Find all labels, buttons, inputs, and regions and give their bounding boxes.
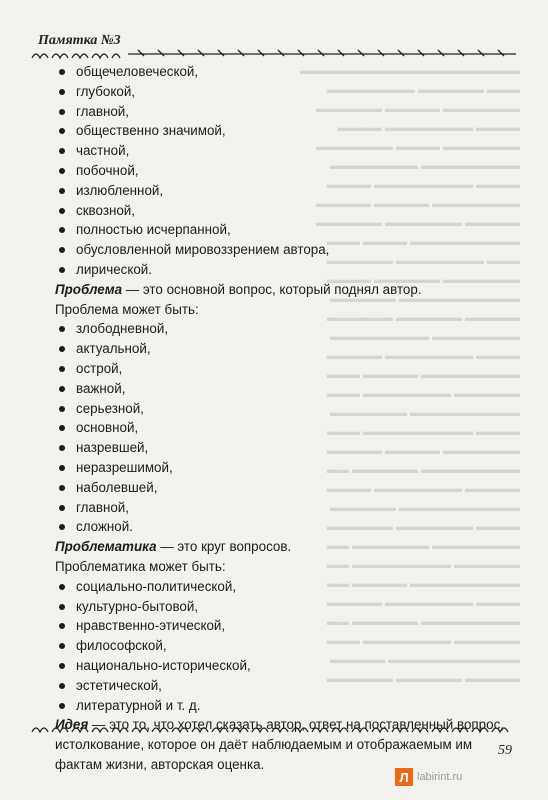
- labirint-watermark: [395, 768, 462, 786]
- list-item: неразрешимой,: [55, 458, 520, 478]
- top-ornament-divider: [28, 46, 516, 62]
- problematics-definition: [55, 537, 520, 557]
- page-number: 59: [498, 743, 512, 758]
- list-item: нравственно-этической,: [55, 616, 520, 636]
- problematics-definition-text: — это круг вопросов.: [156, 539, 292, 555]
- problematics-term: Проблематика: [55, 539, 157, 555]
- list-item: наболевшей,: [55, 478, 520, 498]
- list-item: сквозной,: [55, 201, 520, 221]
- problem-intro: Проблема может быть:: [55, 301, 199, 317]
- list-item: общественно значимой,: [55, 121, 520, 141]
- labirint-logo-icon: Л: [395, 768, 413, 786]
- idea-definition-text: — это то, что хотел сказать автор, ответ на поставленный вопрос, истолкование, которое он даёт наблюдаемым и отображаемым им фактам жизни, авторская оценка.: [55, 717, 504, 772]
- list-item: полностью исчерпанной,: [55, 220, 520, 240]
- page-content: [55, 62, 520, 775]
- idea-term: Идея: [55, 717, 89, 733]
- list-item: культурно-бытовой,: [55, 597, 520, 617]
- qualities-list: [55, 62, 520, 280]
- list-item: злободневной,: [55, 319, 520, 339]
- watermark-site: labirint.ru: [417, 771, 463, 783]
- list-item: излюбленной,: [55, 181, 520, 201]
- problem-kinds-list: [55, 319, 520, 537]
- list-item: философской,: [55, 636, 520, 656]
- list-item: национально-исторической,: [55, 656, 520, 676]
- list-item: побочной,: [55, 161, 520, 181]
- list-item: главной,: [55, 102, 520, 122]
- list-item: основной,: [55, 418, 520, 438]
- list-item: назревшей,: [55, 438, 520, 458]
- list-item: главной,: [55, 498, 520, 518]
- problematics-intro: Проблематика может быть:: [55, 558, 226, 574]
- list-item: глубокой,: [55, 82, 520, 102]
- list-item: актуальной,: [55, 339, 520, 359]
- problem-term: Проблема: [55, 281, 123, 297]
- problem-definition: [55, 280, 520, 300]
- list-item: эстетической,: [55, 676, 520, 696]
- problem-definition-text: — это основной вопрос, который поднял автор.: [122, 281, 422, 297]
- list-item: сложной.: [55, 517, 520, 537]
- list-item: общечеловеческой,: [55, 62, 520, 82]
- list-item: лирической.: [55, 260, 520, 280]
- list-item: важной,: [55, 379, 520, 399]
- list-item: обусловленной мировоззрением автора,: [55, 240, 520, 260]
- bottom-ornament-divider: [28, 720, 516, 736]
- bleed-through-text: ▬▬▬▬▬▬▬▬▬▬▬▬▬▬▬▬▬▬▬▬ ▬▬▬ ▬▬▬▬▬▬ ▬▬▬▬▬▬▬▬ ▬▬▬▬▬▬▬ ▬▬▬▬▬ ▬▬▬▬▬▬ ▬▬▬▬ ▬▬▬▬▬▬▬▬ ▬▬▬▬ ▬▬▬▬▬▬▬ ▬▬▬▬ ▬▬▬▬▬▬▬ ▬▬▬▬▬▬▬▬▬ ▬▬▬▬▬▬▬▬ ▬▬▬▬ ▬▬▬▬▬▬▬▬▬ ▬▬▬▬ ▬▬▬▬▬▬▬▬ ▬▬▬▬▬ ▬▬▬▬▬ ▬▬▬▬▬ ▬▬▬▬▬▬▬ ▬▬▬▬▬▬ ▬▬▬▬▬▬▬▬▬▬ ▬▬▬▬ ▬▬▬ ▬▬▬ ▬▬▬▬▬▬▬▬ ▬▬▬▬▬▬ ▬▬▬▬▬▬▬ ▬▬▬▬▬▬ ▬▬▬▬ ▬▬▬▬▬▬▬▬▬▬▬ ▬▬▬▬▬▬ ▬▬▬▬▬ ▬▬▬▬▬▬ ▬▬▬▬▬▬ ▬▬▬▬▬▬▬▬ ▬▬▬▬▬▬▬▬▬ ▬▬▬▬ ▬▬▬▬▬▬▬▬ ▬▬▬▬▬ ▬▬▬▬▬▬▬▬▬ ▬▬▬▬▬ ▬▬▬ ▬▬▬▬▬▬ ▬▬▬▬▬▬▬▬ ▬▬▬ ▬▬▬▬▬▬▬▬▬▬ ▬▬▬▬▬▬▬ ▬▬▬▬ ▬▬▬▬▬▬▬▬▬▬ ▬▬▬ ▬▬▬▬▬▬▬ ▬▬▬▬▬ ▬▬▬▬▬ ▬▬▬▬▬▬▬▬▬ ▬▬▬▬▬▬ ▬▬ ▬▬▬▬▬ ▬▬▬▬▬▬▬▬ ▬▬▬▬ ▬▬▬▬▬▬▬▬▬▬▬ ▬▬▬▬▬▬ ▬▬▬▬ ▬▬▬▬▬▬▬ ▬▬▬▬▬▬ ▬▬▬▬▬▬▬▬ ▬▬▬▬▬▬▬ ▬▬ ▬▬▬▬▬▬ ▬▬▬▬▬▬▬▬▬ ▬▬ ▬▬▬▬▬▬▬▬▬▬ ▬▬▬▬▬ ▬▬ ▬▬▬▬ ▬▬▬▬▬▬▬▬ ▬▬▬▬▬ ▬▬▬▬▬▬▬▬▬ ▬▬▬▬▬▬ ▬▬ ▬▬▬▬▬▬ ▬▬▬▬▬▬▬▬ ▬▬▬ ▬▬▬▬▬▬▬▬▬▬▬▬ ▬▬▬▬▬ ▬▬▬▬▬ ▬▬▬▬▬▬ ▬▬▬▬▬▬: [300, 65, 520, 685]
- list-item: частной,: [55, 141, 520, 161]
- list-item: литературной и т. д.: [55, 696, 520, 716]
- running-title: Памятка №3: [38, 33, 121, 48]
- problematics-kinds-list: [55, 577, 520, 716]
- list-item: серьезной,: [55, 399, 520, 419]
- list-item: острой,: [55, 359, 520, 379]
- list-item: социально-политической,: [55, 577, 520, 597]
